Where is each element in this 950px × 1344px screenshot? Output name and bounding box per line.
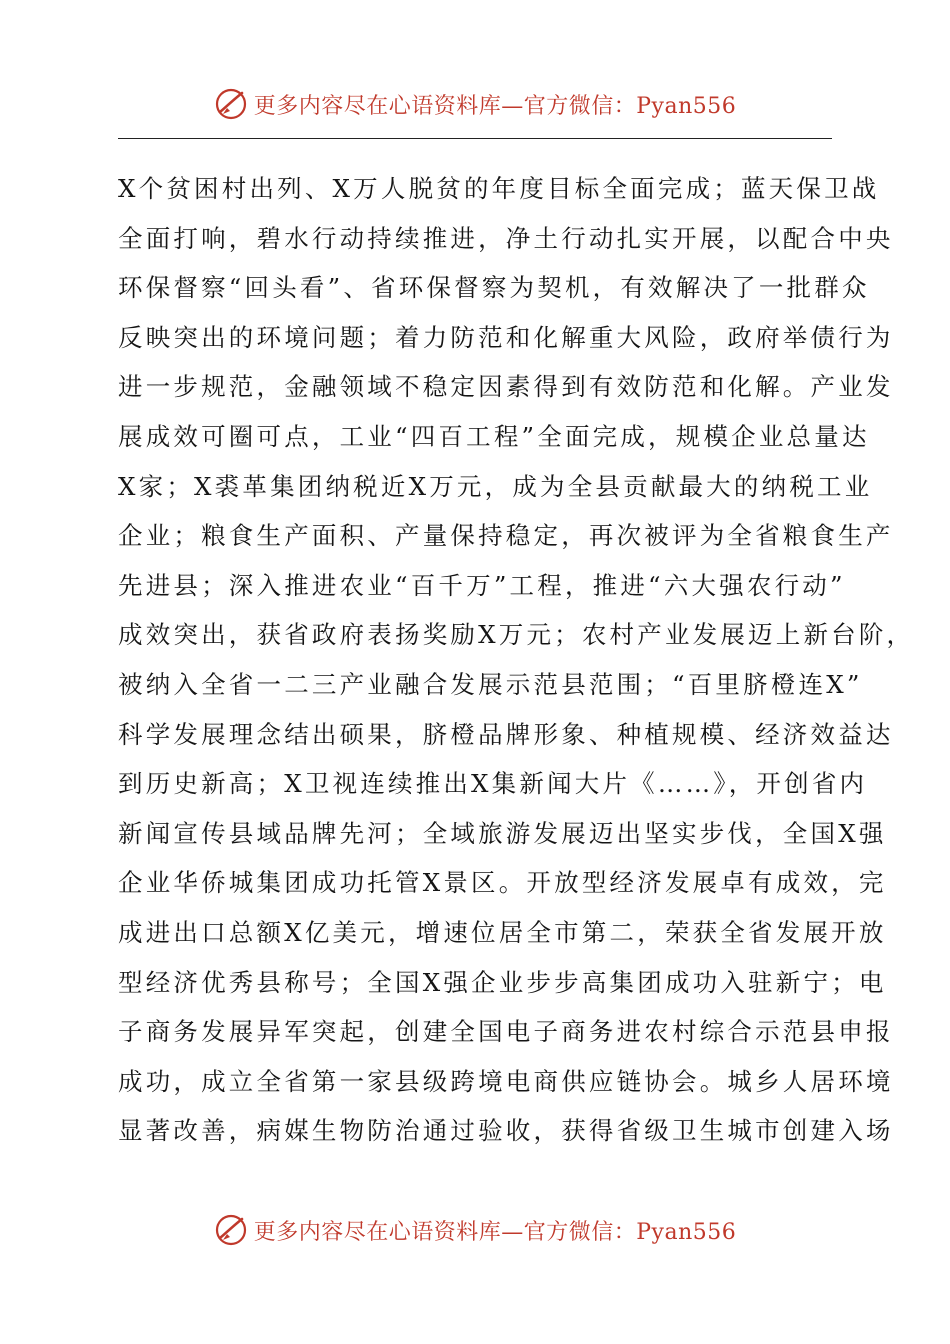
text-line: 展成效可圈可点，工业“四百工程”全面完成，规模企业总量达	[118, 421, 870, 451]
text-line: 型经济优秀县称号；全国X强企业步步高集团成功入驻新宁；电	[118, 967, 887, 997]
text-line: X个贫困村出列、X万人脱贫的年度目标全面完成；蓝天保卫战	[118, 174, 880, 203]
pen-circle-logo-icon	[214, 87, 248, 121]
footer-banner-text: 更多内容尽在心语资料库—官方微信：Pyan556	[253, 1219, 737, 1245]
text-line: 成进出口总额X亿美元，增速位居全市第二，荣获全省发展开放	[118, 917, 887, 947]
text-line: 进一步规范，金融领域不稳定因素得到有效防范和化解。产业发	[118, 372, 894, 402]
header-divider	[118, 138, 832, 139]
text-line: 显著改善，病媒生物防治通过验收，获得省级卫生城市创建入场	[118, 1116, 894, 1146]
document-body	[118, 164, 915, 1156]
text-line: 科学发展理念结出硕果，脐橙品牌形象、种植规模、经济效益达	[118, 719, 894, 749]
text-line: 反映突出的环境问题；着力防范和化解重大风险，政府举债行为	[118, 322, 894, 352]
text-line: 成功，成立全省第一家县级跨境电商供应链协会。城乡人居环境	[118, 1066, 894, 1096]
text-line: 环保督察“回头看”、省环保督察为契机，有效解决了一批群众	[118, 273, 870, 303]
text-line: 先进县；深入推进农业“百千万”工程，推进“六大强农行动”	[118, 570, 846, 600]
text-line: X家；X裘革集团纳税近X万元，成为全县贡献最大的纳税工业	[118, 471, 873, 501]
header-banner	[0, 82, 950, 126]
text-line: 新闻宣传县域品牌先河；全域旅游发展迈出坚实步伐，全国X强	[118, 818, 887, 848]
text-line: 企业；粮食生产面积、产量保持稳定，再次被评为全省粮食生产	[118, 521, 894, 551]
header-banner-text: 更多内容尽在心语资料库—官方微信：Pyan556	[253, 93, 737, 119]
text-line: 成效突出，获省政府表扬奖励X万元；农村产业发展迈上新台阶，	[118, 620, 915, 650]
text-line: 全面打响，碧水行动持续推进，净土行动扎实开展，以配合中央	[118, 223, 894, 253]
text-line: 企业华侨城集团成功托管X景区。开放型经济发展卓有成效，完	[118, 868, 887, 898]
footer-banner	[0, 1208, 950, 1252]
pen-circle-logo-icon	[214, 1213, 248, 1247]
text-line: 到历史新高；X卫视连续推出X集新闻大片《……》，开创省内	[118, 769, 868, 799]
text-line: 被纳入全省一二三产业融合发展示范县范围；“百里脐橙连X”	[118, 669, 863, 699]
text-line: 子商务发展异军突起，创建全国电子商务进农村综合示范县申报	[118, 1017, 894, 1047]
